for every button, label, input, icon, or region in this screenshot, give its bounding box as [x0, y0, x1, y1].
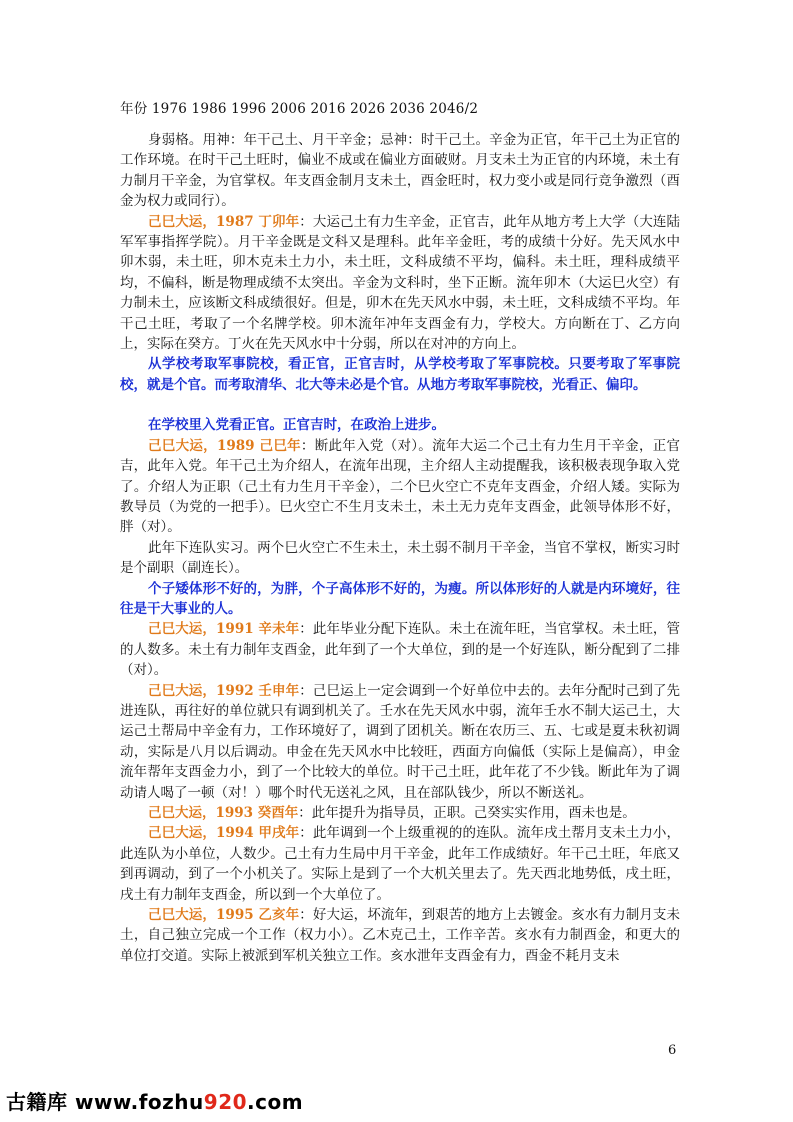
paragraph-1991: [120, 619, 680, 680]
paragraph-internship: 此年下连队实习。两个巳火空亡不生未土，未土弱不制月干辛金，当官不掌权，断实习时是个副职（副连长）。: [120, 539, 680, 577]
dayun-label: 己巳大运，: [148, 805, 216, 821]
ganzhi-label: 壬申年: [258, 682, 300, 699]
paragraph-1993: [120, 803, 680, 823]
ganzhi-label: 己巳年: [259, 437, 301, 454]
spacer: [120, 395, 680, 415]
bold-note-3: 个子矮体形不好的，为胖，个子高体形不好的，为瘦。所以体形好的人就是内环境好，往往是干大事业的人。: [120, 580, 680, 617]
year-label: 1994: [216, 825, 259, 842]
watermark-brand: 古籍库 www.fozhu: [6, 1090, 204, 1114]
paragraph-1: 身弱格。用神：年干己土、月干辛金；忌神：时干己土。辛金为正官，年干己土为正官的工作环境。在时干己土旺时，偏业不成或在偏业方面破财。月支未土为正官的内环境，未土有力制月干辛金，为官掌权。年支酉金制月支未土，酉金旺时，权力变小或是同行竞争激烈（酉金为权力或同行）。: [120, 132, 680, 210]
ganzhi-label: 癸酉年: [257, 805, 299, 821]
watermark-number: 920: [203, 1090, 248, 1114]
paragraph-text: ：己巳运上一定会调到一个好单位中去的。去年分配时己到了先进连队，再往好的单位就只有调到机关了。壬水在先天风水中弱，流年壬水不制大运己土，大运己土帮局中辛金有力，工作环境好了，调到了团机关。断在农历三、五、七或是夏未秋初调动，实际是八月以后调动。申金在先天风水中比较旺，西面方向偏低（实际上是偏高），申金流年帮年支酉金力小，到了一个比较大的单位。时干己土旺，此年花了不少钱。断此年为了调动请人喝了一顿（对！）哪个时代无送礼之风，且在部队钱少，所以不断送礼。: [120, 682, 681, 801]
ganzhi-label: 甲戌年: [258, 825, 300, 842]
dayun-label: 己巳大运，: [148, 437, 217, 454]
year-label: 1993: [215, 805, 258, 821]
paragraph-text: ：此年提升为指导员，正职。己癸实实作用，酉未也是。: [298, 805, 636, 821]
watermark-tld: .com: [247, 1090, 304, 1114]
paragraph-text: ：好大运，坏流年，到艰苦的地方上去镀金。亥水有力制月支未土，自己独立完成一个工作（权力小）。乙木克己土，工作辛苦。亥水有力制酉金，和更大的单位打交道。实际上被派到军机关独立工作。亥水泄年支酉金有力，酉金不耗月支未: [120, 907, 681, 964]
year-label: 1995: [216, 907, 259, 924]
paragraph-text: ：断此年入党（对）。流年大运二个己土有力生月干辛金，正官吉，此年入党。年干己土为介绍人，在流年出现，主介绍人主动提醒我，该积极表现争取入党了。介绍人为正职（己土有力生月干辛金），二个巳火空亡不克年支酉金，介绍人矮。实际为教导员（为党的一把手）。巳火空亡不生月支未土，未土无力克年支酉金，此领导体形不好，胖（对）。: [120, 437, 681, 536]
paragraph-text: ：此年毕业分配下连队。未土在流年旺，当官掌权。未土旺，管的人数多。未土有力制年支酉金，此年到了一个大单位，到的是一个好连队，断分配到了二排（对）。: [120, 621, 681, 679]
body-text: [120, 130, 680, 966]
dayun-label: 己巳大运，: [148, 682, 217, 699]
page-number: 6: [668, 1043, 677, 1058]
dayun-label: 己巳大运，: [148, 825, 217, 842]
paragraph-1995: [120, 905, 680, 966]
paragraph-1992: [120, 681, 680, 803]
years-line: 年份 1976 1986 1996 2006 2016 2026 2036 2046/2: [120, 101, 479, 117]
year-label: 1989: [216, 437, 260, 454]
paragraph-1987: [120, 212, 680, 355]
bold-note-1: 从学校考取军事院校，看正官，正官吉时，从学校考取了军事院校。只要考取了军事院校，就是个官。而考取清华、北大等未必是个官。从地方考取军事院校，光看正、偏印。: [120, 356, 680, 393]
paragraph-1989: [120, 436, 680, 538]
site-watermark: [6, 1086, 303, 1115]
bold-note-2: 在学校里入党看正官。正官吉时，在政治上进步。: [148, 417, 445, 434]
ganzhi-label: 丁卯年: [258, 213, 300, 230]
ganzhi-label: 乙亥年: [258, 907, 300, 924]
year-label: 1992: [216, 682, 259, 699]
ganzhi-label: 辛未年: [258, 621, 300, 638]
year-label: 1991: [216, 621, 259, 638]
dayun-label: 己巳大运，: [148, 907, 217, 924]
dayun-label: 己巳大运，: [148, 213, 217, 230]
paragraph-text: ：此年调到一个上级重视的的连队。流年戌土帮月支未土力小，此连队为小单位，人数少。己土有力生局中月干辛金，此年工作成绩好。年干己土旺，年底又到再调动，到了一个小机关了。实际上是到了一个大机关里去了。先天西北地势低，戌土旺，戌土有力制年支酉金，所以到一个大单位了。: [120, 825, 681, 903]
paragraph-1994: [120, 823, 680, 905]
paragraph-text: ：大运己土有力生辛金，正官吉，此年从地方考上大学（大连陆军军事指挥学院）。月干辛金既是文科又是理科。此年辛金旺，考的成绩十分好。先天风水中卯木弱，未土旺，卯木克未土力小，未土旺，文科成绩不平均，偏科。未土旺，理科成绩平均，不偏科，断是物理成绩不太突出。辛金为文科时，坐下正断。流年卯木（大运巳火空）有力制未土，应该断文科成绩很好。但是，卯木在先天风水中弱，未土旺，文科成绩不平均。年干己土旺，考取了一个名牌学校。卯木流年冲年支酉金有力，学校大。方向断在丁、乙方向上，实际在癸方。丁火在先天风水中十分弱，所以在对冲的方向上。: [120, 213, 681, 353]
dayun-label: 己巳大运，: [148, 621, 217, 638]
year-label: 1987: [216, 213, 259, 230]
